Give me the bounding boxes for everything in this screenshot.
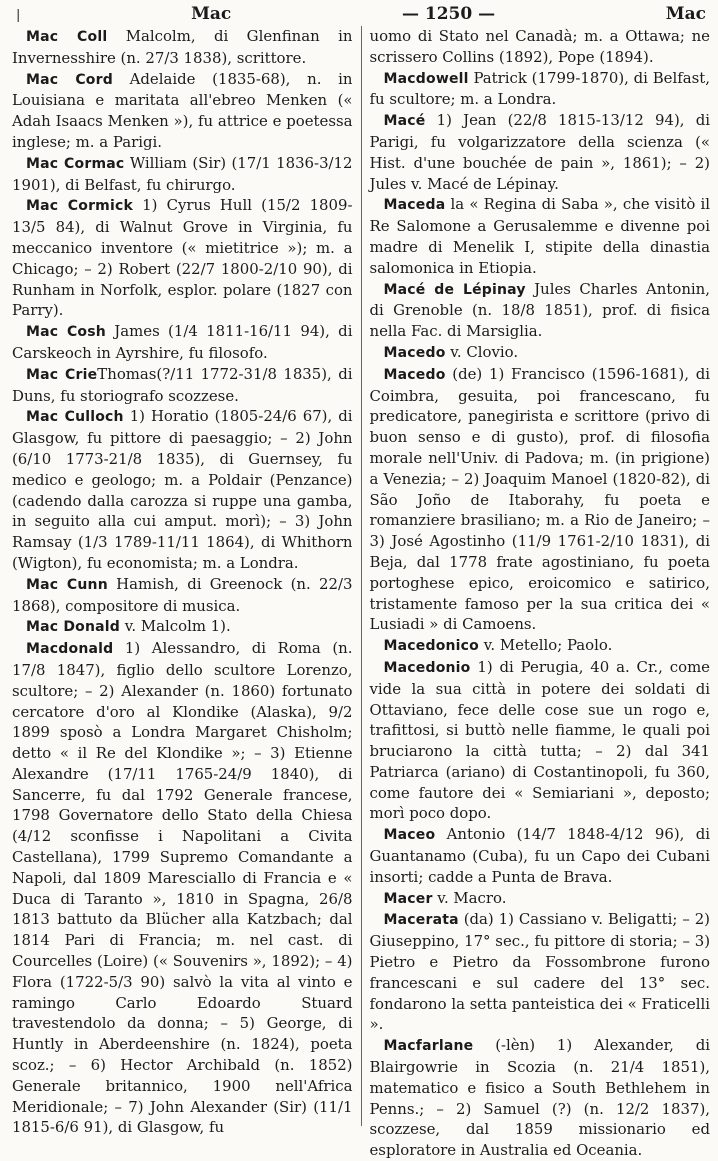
- header-mark: |: [16, 8, 21, 23]
- entry-headword: Mac Cormick: [26, 198, 133, 215]
- entry-text: 1) Jean (22/8 1815-13/12 94), di Parigi, fu volgarizzatore della scienza (« Hist. d'une bouchée de pain », 1861); – 2) Jules v. Macé de Lépinay.: [369, 111, 710, 193]
- entry-headword: Maceda: [383, 197, 446, 214]
- entry-text: Jules Charles Antonin, di Grenoble (n. 18/8 1851), prof. di fisica nella Fac. di Marsiglia.: [369, 279, 710, 341]
- entry-text: Hamish, di Greenock (n. 22/3 1868), compositore di musica.: [12, 574, 353, 615]
- entry-text: 1) Cyrus Hull (15/2 1809-13/5 84), di Walnut Grove in Virginia, fu meccanico inventore (« mietitrice »); m. a Chicago; – 2) Robert (22/7 1800-2/10 90), di Runham in Norfolk, esplor. polare (1827 con Parry).: [12, 196, 353, 320]
- entry-text: v. Malcolm 1).: [120, 617, 231, 636]
- entry-headword: Macedo: [383, 366, 446, 383]
- entry-text: v. Macro.: [432, 888, 507, 907]
- entry-headword: Macdowell: [383, 70, 469, 87]
- entry-headword: Mac Coll: [26, 29, 108, 45]
- entry-headword: Macedonio: [383, 659, 471, 676]
- dictionary-entry: [370, 68, 711, 111]
- entry-headword: Macdonald: [26, 641, 114, 658]
- right-column: [362, 26, 711, 1160]
- entry-text: la « Regina di Saba », che visitò il Re Salomone a Gerusalemme e divenne poi madre di Menelik I, stipite della dinastia salomonica in Etiopia.: [369, 195, 710, 277]
- entry-headword: Mac Cosh: [26, 324, 106, 341]
- dictionary-entry: [370, 342, 711, 364]
- dictionary-entry: [370, 657, 711, 824]
- entry-text: Thomas(?/11 1772-31/8 1835), di Duns, fu storiografo scozzese.: [12, 364, 353, 405]
- entry-headword: Mac Culloch: [26, 409, 124, 426]
- entry-text: 1) Horatio (1805-24/6 67), di Glasgow, fu pittore di paesaggio; – 2) John (6/10 1773-21/8 1835), di Guernsey, fu medico e geologo; m. a Poldair (Penzance) (cadendo dalla carozza si ruppe una gamba, in seguito alla cui amput. morì); – 3) John Ramsay (1/3 1789-11/11 1864), di Whithorn (Wigton), fu economista; m. a Londra.: [12, 407, 353, 572]
- entry-text: v. Clovio.: [445, 342, 519, 361]
- dictionary-entry: [370, 279, 711, 342]
- dictionary-entry: [370, 635, 711, 657]
- entry-headword: Maceo: [383, 827, 436, 844]
- entry-text: James (1/4 1811-16/11 94), di Carskeoch in Ayrshire, fu filosofo.: [12, 322, 353, 362]
- entry-text: (da) 1) Cassiano v. Beligatti; – 2) Giuseppino, 17° sec., fu pittore di storia; – 3) Pietro e Pietro da Fossombrone furono francescani e sul cadere del 13° sec. fondarono la setta panteistica dei « Fraticelli ».: [369, 910, 710, 1034]
- entry-headword: Macer: [383, 890, 433, 907]
- columns: [12, 26, 710, 1160]
- dictionary-entry: [370, 888, 711, 910]
- entry-text: Patrick (1799-1870), di Belfast, fu scultore; m. a Londra.: [369, 68, 710, 109]
- dictionary-entry: [370, 824, 711, 887]
- dictionary-entry: [12, 26, 353, 69]
- dictionary-entry: [370, 909, 711, 1035]
- header-right-word: Mac: [665, 4, 706, 24]
- entry-headword: Macedo: [383, 344, 446, 361]
- entry-headword: Mac Crie: [26, 366, 98, 383]
- entry-headword: Macé de Lépinay: [383, 281, 526, 298]
- dictionary-entry: [370, 194, 711, 278]
- dictionary-entry: [12, 406, 353, 573]
- page-number: — 1250 —: [401, 4, 496, 24]
- entry-text: Malcolm, di Glenfinan in Invernesshire (n. 27/3 1838), scrittore.: [12, 27, 353, 67]
- entry-headword: Mac Cunn: [26, 576, 108, 593]
- dictionary-entry: [12, 153, 353, 196]
- dictionary-entry: [12, 364, 353, 407]
- dictionary-entry: [12, 69, 353, 153]
- entry-headword: Macerata: [383, 912, 459, 929]
- entry-headword: Macedonico: [383, 638, 479, 655]
- entry-headword: Mac Cord: [26, 71, 113, 88]
- dictionary-entry: [12, 616, 353, 638]
- dictionary-entry: [12, 321, 353, 364]
- entry-headword: Macfarlane: [383, 1038, 474, 1055]
- entry-text: uomo di Stato nel Canadà; m. a Ottawa; ne scrissero Collins (1892), Pope (1894).: [369, 27, 710, 66]
- entry-text: 1) di Perugia, 40 a. Cr., come vide la sua città in potere dei soldati di Ottaviano, fece delle cose sue un rogo e, trafittosi, si buttò nelle fiamme, le quali poi bruciarono la città tutta; – 2) dal 341 Patriarca (ariano) di Costantinopoli, fu 360, come fautore dei « Semiariani », deposto; morì poco dopo.: [369, 657, 710, 823]
- page-header: [12, 0, 710, 26]
- dictionary-entry: [370, 1035, 711, 1161]
- entry-text: Adelaide (1835-68), n. in Louisiana e maritata all'ebreo Menken (« Adah Isaacs Menken »), fu attrice e poetessa inglese; m. a Parigi.: [12, 69, 353, 151]
- dictionary-entry: [12, 638, 353, 1138]
- entry-headword: Mac Cormac: [26, 155, 125, 172]
- entry-text: v. Metello; Paolo.: [479, 636, 613, 655]
- entry-text: (-lèn) 1) Alexander, di Blairgowrie in Scozia (n. 21/4 1851), matematico e fisico a South Bethlehem in Penns.; – 2) Samuel (?) (n. 12/2 1837), scozzese, dal 1859 missionario ed esploratore in Australia ed Oceania.: [369, 1036, 710, 1160]
- entry-text: Antonio (14/7 1848-4/12 96), di Guantanamo (Cuba), fu un Capo dei Cubani insorti; cadde a Punta de Brava.: [369, 825, 710, 886]
- entry-headword: Mac Donald: [26, 619, 121, 636]
- entry-text: William (Sir) (17/1 1836-3/12 1901), di Belfast, fu chirurgo.: [12, 153, 353, 194]
- dictionary-entry: [370, 110, 711, 194]
- entry-text: (de) 1) Francisco (1596-1681), di Coimbra, gesuita, poi francescano, fu predicatore, panegirista e scrittore (privo di buon senso e di gusto), prof. di filosofia morale nell'Univ. di Padova; m. (in prigione) a Venezia; – 2) Joaquim Manoel (1820-82), di São Joño de Itaborahy, fu poeta e romanziere brasiliano; m. a Rio de Janeiro; – 3) José Agostinho (11/9 1761-2/10 1831), di Beja, dal 1778 frate agostiniano, fu poeta portoghese epico, eroicomico e satirico, tristamente famoso per la sua critica dei « Lusiadi » di Camoens.: [369, 364, 710, 634]
- dictionary-entry: [12, 574, 353, 617]
- header-left-word: Mac: [191, 4, 232, 24]
- entry-text: 1) Alessandro, di Roma (n. 17/8 1847), figlio dello scultore Lorenzo, scultore; – 2) Alexander (n. 1860) fortunato cercatore d'oro al Klondike (Alaska), 9/2 1899 sposò a Londra Margaret Chisholm; detto « il Re del Klondike »; – 3) Etienne Alexandre (17/11 1765-24/9 1840), di Sancerre, fu dal 1792 Generale francese, 1798 Governatore dello Stato della Chiesa (4/12 sconfisse i Napolitani a Civita Castellana), 1799 Supremo Comandante a Napoli, dal 1809 Maresciallo di Francia e « Duca di Taranto », 1810 in Spagna, 26/8 1813 battuto da Blücher alla Katzbach; dal 1814 Pari di Francia; m. nel cast. di Courcelles (Loire) (« Souvenirs », 1892); – 4) Flora (1722-5/3 90) salvò la vita al vinto e ramingo Carlo Edoardo Stuard travestendolo da donna; – 5) George, di Huntly in Aberdeenshire (n. 1824), poeta scoz.; – 6) Hector Archibald (n. 1852) Generale britannico, 1900 nell'Africa Meridionale; – 7) John Alexander (Sir) (11/1 1815-6/6 91), di Glasgow, fu: [12, 639, 353, 1137]
- dictionary-entry: [370, 364, 711, 635]
- left-column: [12, 26, 362, 1137]
- entry-headword: Macé: [383, 113, 426, 130]
- dictionary-entry: [12, 195, 353, 321]
- dictionary-entry: [370, 26, 711, 68]
